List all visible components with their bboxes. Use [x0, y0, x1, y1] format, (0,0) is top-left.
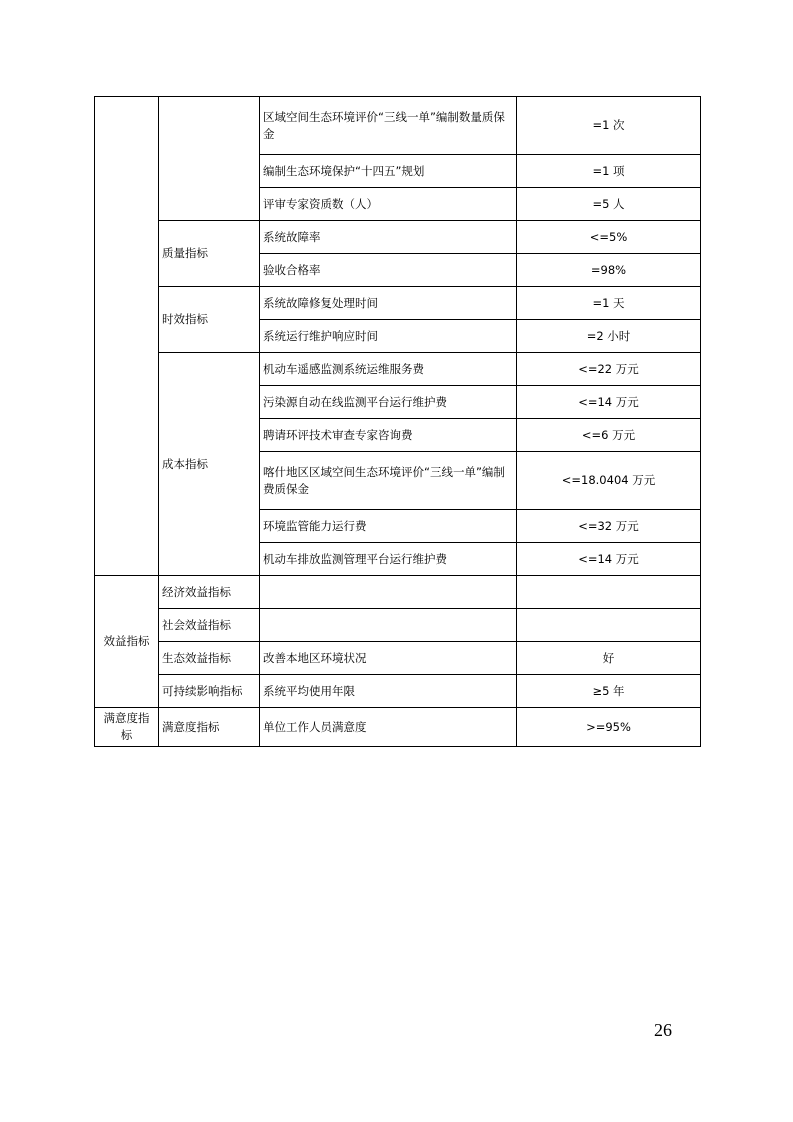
indicator-value: <=18.0404 万元: [517, 452, 701, 510]
table-row: [95, 675, 701, 708]
indicator-value: <=22 万元: [517, 353, 701, 386]
level2-cell: 生态效益指标: [159, 642, 260, 675]
indicator-name: 机动车遥感监测系统运维服务费: [260, 353, 517, 386]
indicator-value: >=95%: [517, 708, 701, 747]
indicator-name: 系统运行维护响应时间: [260, 320, 517, 353]
indicator-name: 污染源自动在线监测平台运行维护费: [260, 386, 517, 419]
indicator-name: 验收合格率: [260, 254, 517, 287]
indicator-name: 喀什地区区域空间生态环境评价“三线一单”编制费质保金: [260, 452, 517, 510]
indicator-name: 环境监管能力运行费: [260, 510, 517, 543]
indicator-name: [260, 609, 517, 642]
indicator-name: 单位工作人员满意度: [260, 708, 517, 747]
indicator-name: [260, 576, 517, 609]
table-row: [95, 221, 701, 254]
indicator-value: <=6 万元: [517, 419, 701, 452]
indicator-value: 好: [517, 642, 701, 675]
indicator-value: =98%: [517, 254, 701, 287]
indicator-value: <=14 万元: [517, 543, 701, 576]
level2-cell-quantity: [159, 97, 260, 221]
page-number: 26: [654, 1020, 672, 1040]
level1-cell-output: [95, 97, 159, 576]
table-row: [95, 708, 701, 747]
indicator-value: [517, 576, 701, 609]
level2-cell-cost: 成本指标: [159, 353, 260, 576]
table-row: [95, 576, 701, 609]
level1-cell-benefit: 效益指标: [95, 576, 159, 708]
table-row: [95, 642, 701, 675]
table-row: [95, 287, 701, 320]
indicator-value: [517, 609, 701, 642]
level2-cell: 满意度指标: [159, 708, 260, 747]
indicator-value: <=32 万元: [517, 510, 701, 543]
table-row: [95, 97, 701, 155]
level2-cell-quality: 质量指标: [159, 221, 260, 287]
indicator-name: 区域空间生态环境评价“三线一单”编制数量质保金: [260, 97, 517, 155]
indicator-value: =5 人: [517, 188, 701, 221]
indicator-name: 编制生态环境保护“十四五”规划: [260, 155, 517, 188]
indicator-value: =1 天: [517, 287, 701, 320]
indicator-value: ≥5 年: [517, 675, 701, 708]
indicator-name: 评审专家资质数（人）: [260, 188, 517, 221]
indicator-value: <=5%: [517, 221, 701, 254]
indicator-name: 系统故障率: [260, 221, 517, 254]
level2-cell: 经济效益指标: [159, 576, 260, 609]
table-row: [95, 353, 701, 386]
indicator-value: <=14 万元: [517, 386, 701, 419]
indicator-name: 系统平均使用年限: [260, 675, 517, 708]
performance-indicator-table: [94, 96, 701, 747]
indicator-value: =2 小时: [517, 320, 701, 353]
level2-cell: 社会效益指标: [159, 609, 260, 642]
indicator-name: 改善本地区环境状况: [260, 642, 517, 675]
indicator-name: 机动车排放监测管理平台运行维护费: [260, 543, 517, 576]
indicator-name: 聘请环评技术审查专家咨询费: [260, 419, 517, 452]
indicator-value: =1 次: [517, 97, 701, 155]
indicator-name: 系统故障修复处理时间: [260, 287, 517, 320]
level2-cell: 可持续影响指标: [159, 675, 260, 708]
level1-cell-satisfaction: 满意度指标: [95, 708, 159, 747]
table-row: [95, 609, 701, 642]
indicator-value: =1 项: [517, 155, 701, 188]
level2-cell-timeliness: 时效指标: [159, 287, 260, 353]
